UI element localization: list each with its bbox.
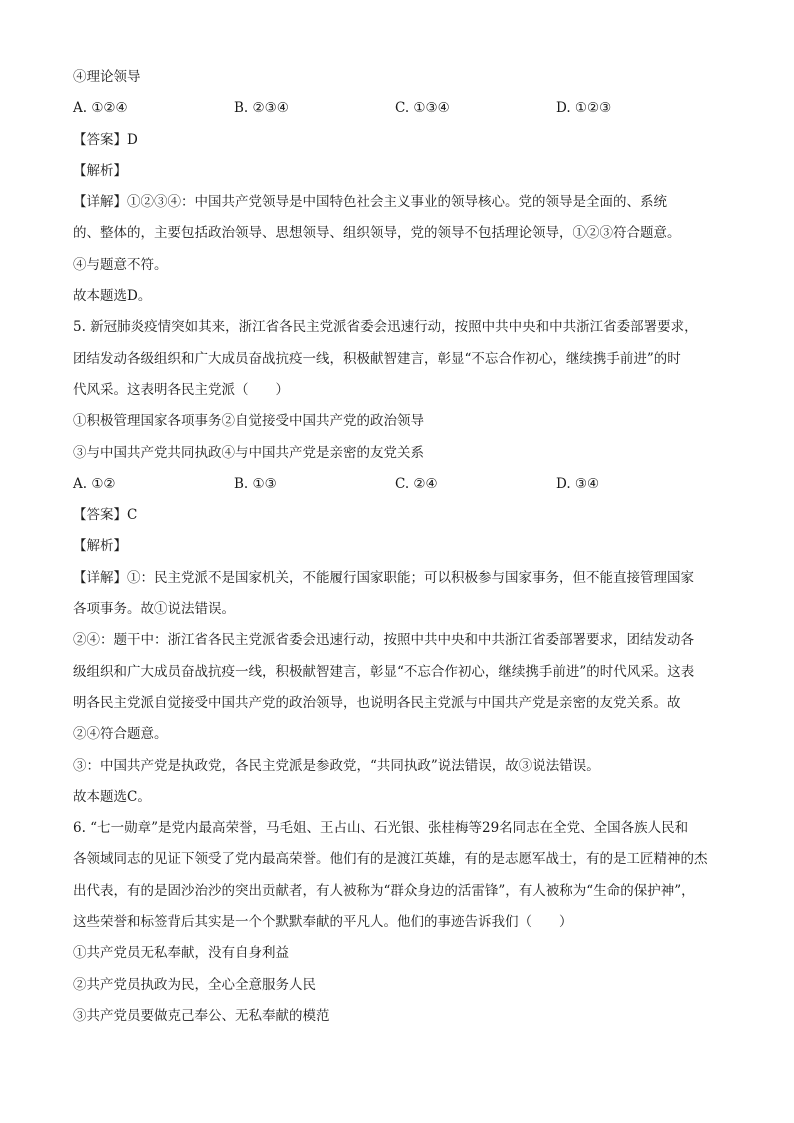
- text-line: 级组织和广大成员奋战抗疫一线，积极献智建言，彰显“不忘合作初心，继续携手前进”的时代风采。这表: [73, 663, 695, 680]
- text-line: ②④：题干中：浙江省各民主党派省委会迅速行动，按照中共中央和中共浙江省委部署要求，团结发动各: [73, 632, 694, 649]
- text-line: 故本题选C。: [73, 788, 151, 805]
- text-line: ②④符合题意。: [73, 726, 168, 743]
- text-line: 团结发动各级组织和广大成员奋战抗疫一线，积极献智建言，彰显“不忘合作初心，继续携手前进”的时: [73, 350, 681, 367]
- text-line: 【解析】: [73, 162, 127, 179]
- text-line: ③与中国共产党共同执政④与中国共产党是亲密的友党关系: [73, 444, 424, 461]
- text-line: 这些荣誉和标签背后其实是一个个默默奉献的平凡人。他们的事迹告诉我们（ ）: [73, 914, 573, 931]
- answer-option: B. ①③: [234, 475, 277, 492]
- text-line: 的、整体的，主要包括政治领导、思想领导、组织领导，党的领导不包括理论领导，①②③符合题意。: [73, 225, 681, 242]
- text-line: 5. 新冠肺炎疫情突如其来，浙江省各民主党派省委会迅速行动，按照中共中央和中共浙江省委部署要求，: [73, 319, 698, 336]
- text-line: ④与题意不符。: [73, 256, 168, 273]
- answer-options: [73, 93, 723, 124]
- text-line: ①共产党员无私奉献，没有自身利益: [73, 945, 289, 962]
- text-line: 各领域同志的见证下领受了党内最高荣誉。他们有的是渡江英雄，有的是志愿军战士，有的是工匠精神的杰: [73, 851, 708, 868]
- answer-option: A. ①②④: [73, 100, 128, 117]
- text-line: ①积极管理国家各项事务②自觉接受中国共产党的政治领导: [73, 413, 424, 430]
- text-line: 各项事务。故①说法错误。: [73, 601, 235, 618]
- answer-option: B. ②③④: [234, 100, 289, 117]
- text-line: 【详解】①：民主党派不是国家机关，不能履行国家职能；可以积极参与国家事务，但不能直接管理国家: [73, 569, 694, 586]
- answer-option: C. ②④: [395, 475, 438, 492]
- text-line: 6. “七一勋章”是党内最高荣誉，马毛姐、王占山、石光银、张桂梅等29名同志在全党、全国各族人民和: [73, 820, 689, 837]
- answer-option: D. ③④: [556, 475, 600, 492]
- text-line: 故本题选D。: [73, 288, 152, 305]
- text-line: ③：中国共产党是执政党，各民主党派是参政党，“共同执政”说法错误，故③说法错误。: [73, 757, 600, 774]
- text-line: 【答案】D: [73, 131, 138, 148]
- text-line: 代风采。这表明各民主党派（ ）: [73, 381, 289, 398]
- answer-option: D. ①②③: [556, 100, 612, 117]
- text-line: ②共产党员执政为民，全心全意服务人民: [73, 976, 316, 993]
- text-line: ④理论领导: [73, 69, 141, 85]
- answer-options: [73, 469, 723, 500]
- answer-option: C. ①③④: [395, 100, 450, 117]
- text-line: 【答案】C: [73, 507, 138, 524]
- text-line: ③共产党员要做克己奉公、无私奉献的模范: [73, 1007, 330, 1024]
- answer-option: A. ①②: [73, 475, 116, 492]
- text-line: 出代表，有的是固沙治沙的突出贡献者，有人被称为“群众身边的活雷锋”，有人被称为“生命的保护神”，: [73, 882, 695, 899]
- text-line: 【详解】①②③④：中国共产党领导是中国特色社会主义事业的领导核心。党的领导是全面的、系统: [73, 194, 667, 211]
- document-body: [73, 62, 723, 1032]
- text-line: 明各民主党派自觉接受中国共产党的政治领导，也说明各民主党派与中国共产党是亲密的友党关系。故: [73, 694, 681, 711]
- text-line: 【解析】: [73, 538, 127, 555]
